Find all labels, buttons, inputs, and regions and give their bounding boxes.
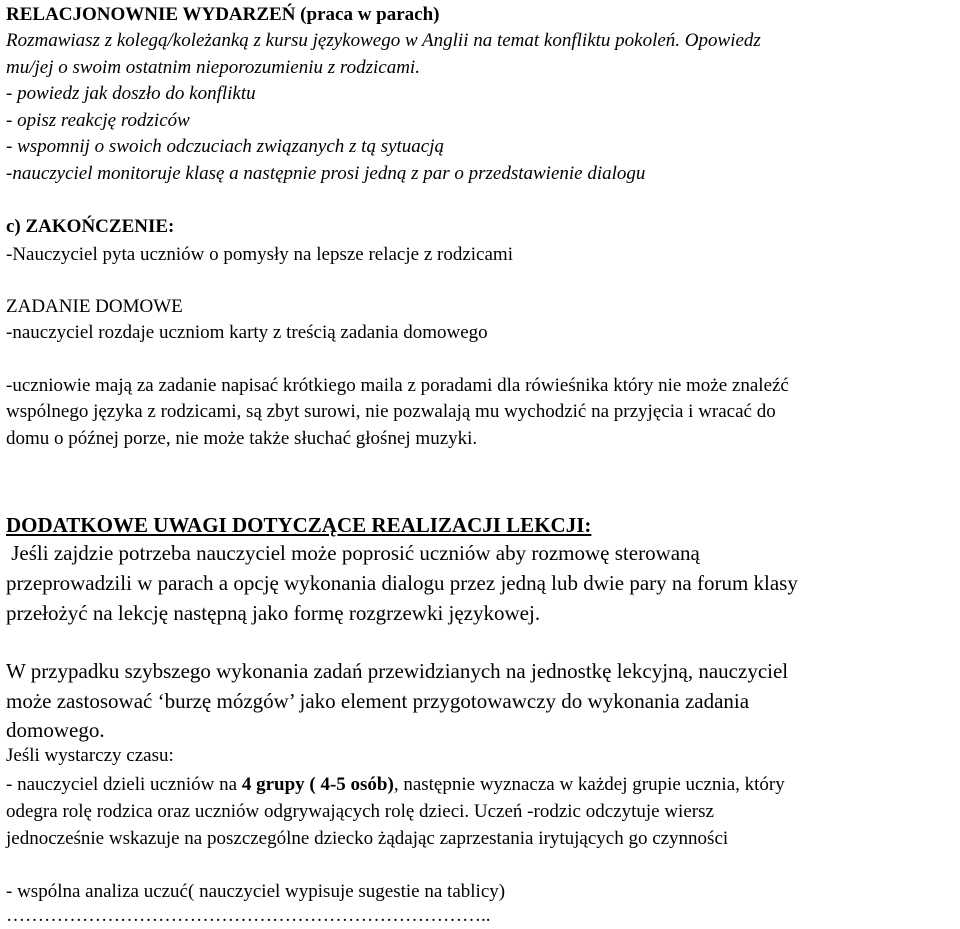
analysis-line: - wspólna analiza uczuć( nauczyciel wypisuje sugestie na tablicy)	[6, 881, 506, 902]
task-line-2: mu/jej o swoim ostatnim nieporozumieniu z rodzicami.	[6, 57, 420, 78]
homework-para-line-2: wspólnego języka z rodzicami, są zbyt surowi, nie pozwalają mu wychodzić na przyjęcia i wracać do	[6, 401, 776, 422]
section-title-uwagi: DODATKOWE UWAGI DOTYCZĄCE REALIZACJI LEKCJI:	[6, 513, 592, 537]
section-title-zadanie-domowe: ZADANIE DOMOWE	[6, 296, 183, 317]
groups-line	[6, 772, 785, 798]
groups-line-post: , następnie wyznacza w każdej grupie ucznia, który	[393, 774, 785, 795]
groups-line-pre: - nauczyciel dzieli uczniów na	[6, 774, 242, 795]
task-bullet-1: - powiedz jak doszło do konfliktu	[6, 83, 256, 104]
task-bullet-2: - opisz reakcję rodziców	[6, 110, 190, 131]
time-line: Jeśli wystarczy czasu:	[6, 745, 174, 766]
section-title-zakonczenie	[6, 214, 174, 240]
groups-cont-line-1: odegra rolę rodzica oraz uczniów odgrywających rolę dzieci. Uczeń -rodzic odczytuje wiersz	[6, 801, 714, 822]
dots-line: …………………………………………………………………..	[6, 905, 491, 926]
task-bullet-3: - wspomnij o swoich odczuciach związanych z tą sytuacją	[6, 136, 445, 157]
homework-para-line-3: domu o późnej porze, nie może także słuchać głośnej muzyki.	[6, 428, 478, 449]
section-title-zakonczenie-text: c) ZAKOŃCZENIE:	[6, 216, 175, 237]
groups-cont-line-2: jednocześnie wskazuje na poszczególne dziecko żądając zaprzestania irytujących go czynności	[6, 828, 729, 849]
uwagi-para1-line-3: przełożyć na lekcję następną jako formę rozgrzewki językowej.	[6, 601, 541, 625]
section-title-relacjonowanie: RELACJONOWNIE WYDARZEŃ (praca w parach)	[6, 4, 440, 25]
uwagi-para2-line-3: domowego.	[6, 718, 105, 742]
uwagi-para2-line-1: W przypadku szybszego wykonania zadań przewidzianych na jednostkę lekcyjną, nauczyciel	[6, 659, 789, 683]
uwagi-para2-line-2: może zastosować ‘burzę mózgów’ jako element przygotowawczy do wykonania zadania	[6, 689, 750, 713]
task-monitor-line: -nauczyciel monitoruje klasę a następnie prosi jedną z par o przedstawienie dialogu	[6, 163, 646, 184]
uwagi-para1-line-1: Jeśli zajdzie potrzeba nauczyciel może poprosić uczniów aby rozmowę sterowaną	[6, 541, 700, 565]
groups-line-bold: 4 grupy ( 4-5 osób)	[241, 774, 394, 795]
homework-para-line-1: -uczniowie mają za zadanie napisać krótkiego maila z poradami dla rówieśnika który nie może znaleźć	[6, 375, 789, 396]
task-line-1: Rozmawiasz z kolegą/koleżanką z kursu językowego w Anglii na temat konfliktu pokoleń. Opowiedz	[6, 30, 761, 51]
zadanie-domowe-line: -nauczyciel rozdaje uczniom karty z treścią zadania domowego	[6, 322, 488, 343]
zakonczenie-line: -Nauczyciel pyta uczniów o pomysły na lepsze relacje z rodzicami	[6, 244, 513, 265]
uwagi-para1-line-2: przeprowadzili w parach a opcję wykonania dialogu przez jedną lub dwie pary na forum klasy	[6, 571, 798, 595]
